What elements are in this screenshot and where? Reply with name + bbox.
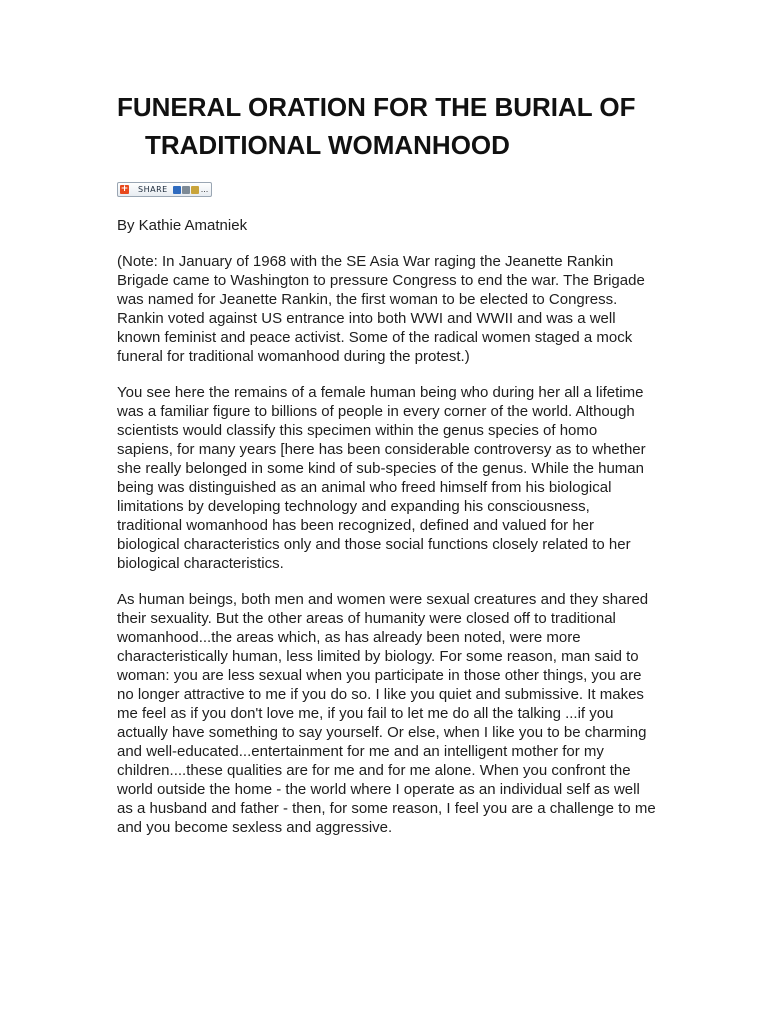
digg-icon: [182, 186, 190, 194]
body-paragraph-1: You see here the remains of a female human being who during her all a lifetime was a familiar figure to billions of people in every corner of the world. Although scientists would classify this specimen within the genus species of homo sapiens, for many years [here has been considerable controversy as to whether she really belonged in some kind of sub-species of the genus. While the human being was distinguished as an animal who freed himself from his biological limitations by developing technology and expanding his consciousness, traditional womanhood has been recognized, defined and valued for her biological characteristics only and those social functions closely related to her biological characteristics.: [117, 384, 646, 572]
document-title: FUNERAL ORATION FOR THE BURIAL OF TRADITIONAL WOMANHOOD: [117, 92, 636, 160]
document-page: [117, 88, 657, 837]
share-more-icon: ...: [200, 185, 209, 194]
body-paragraph-2: As human beings, both men and women were sexual creatures and they shared their sexuality. But the other areas of humanity were closed off to traditional womanhood...the areas which, as has already been noted, were more characteristically human, less limited by biology. For some reason, man said to woman: you are less sexual when you participate in those other things, you are no longer attractive to me if you do so. I like you quiet and submissive. It makes me feel as if you don't love me, if you fail to let me do all the talking ...if you actually have something to say yourself. Or else, when I like you to be charming and well-educated...entertainment for me and an intelligent mother for my children....these qualities are for me and for me alone. When you confront the world outside the home - the world where I operate as an individual self as well as a husband and father - then, for some reason, I feel you are a challenge to me and you become sexless and aggressive.: [117, 591, 656, 836]
bookmark-icon: [191, 186, 199, 194]
plus-icon: +: [120, 184, 129, 194]
author-byline: By Kathie Amatniek: [117, 217, 248, 234]
share-label: SHARE: [138, 185, 168, 194]
share-button[interactable]: [117, 182, 212, 197]
note-paragraph: (Note: In January of 1968 with the SE Asia War raging the Jeanette Rankin Brigade came to Washington to pressure Congress to end the war. The Brigade was named for Jeanette Rankin, the first woman to be elected to Congress. Rankin voted against US entrance into both WWI and WWII and was a well known feminist and peace activist. Some of the radical women staged a mock funeral for traditional womanhood during the protest.): [117, 253, 645, 365]
delicious-icon: [173, 186, 181, 194]
